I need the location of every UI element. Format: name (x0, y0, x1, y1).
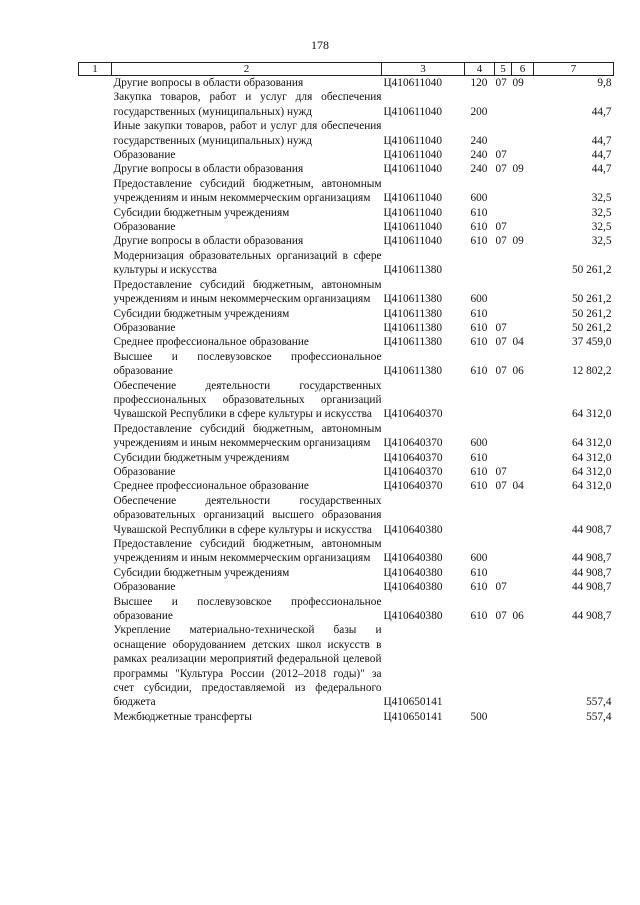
item-name-cell: Субсидии бюджетным учреждениям (113, 451, 290, 464)
target-code-cell: Ц410640380 (383, 523, 443, 536)
column-header-7: 7 (534, 63, 614, 76)
target-code-cell: Ц410611040 (383, 235, 443, 248)
row-number-cell (79, 465, 112, 479)
table-row (79, 177, 614, 206)
amount-cell: 44,7 (591, 149, 612, 162)
subsection-cell: 06 (512, 365, 524, 378)
table-row (79, 162, 614, 176)
section-cell: 07 (495, 221, 507, 234)
item-name-cell: Предоставление субсидий бюджетным, автономным учреждениям и иным некоммерческим организациям (113, 278, 382, 306)
table-row (79, 465, 614, 479)
expense-type-cell: 610 (470, 465, 488, 478)
row-number-cell (79, 220, 112, 234)
amount-cell: 557,4 (586, 696, 612, 709)
target-code-cell: Ц410611380 (383, 336, 443, 349)
table-row (79, 307, 614, 321)
section-cell (495, 710, 512, 724)
item-name-cell: Субсидии бюджетным учреждениям (113, 307, 290, 320)
target-code-cell: Ц410611380 (383, 293, 443, 306)
amount-cell: 50 261,2 (571, 293, 612, 306)
subsection-cell: 06 (512, 610, 524, 623)
expense-type-cell (465, 623, 495, 709)
section-cell (495, 566, 512, 580)
amount-cell: 12 802,2 (571, 365, 612, 378)
item-name-cell: Субсидии бюджетным учреждениям (113, 206, 290, 219)
row-number-cell (79, 494, 112, 537)
row-number-cell (79, 710, 112, 724)
subsection-cell: 09 (512, 77, 524, 89)
target-code-cell: Ц410650141 (383, 696, 443, 709)
table-row (79, 350, 614, 379)
expense-type-cell: 240 (470, 149, 488, 162)
row-number-cell (79, 119, 112, 148)
table-row (79, 566, 614, 580)
table-row (79, 249, 614, 278)
table-row (79, 278, 614, 307)
item-name-cell: Образование (113, 581, 176, 594)
section-cell: 07 (495, 610, 507, 623)
amount-cell: 32,5 (591, 221, 612, 234)
subsection-cell: 09 (512, 163, 524, 176)
subsection-cell (512, 249, 534, 278)
subsection-cell (512, 379, 534, 422)
subsection-cell (512, 177, 534, 206)
subsection-cell (512, 710, 534, 724)
section-cell: 07 (495, 465, 507, 478)
row-number-cell (79, 90, 112, 119)
row-number-cell (79, 206, 112, 220)
subsection-cell: 09 (512, 235, 524, 248)
expense-type-cell: 610 (470, 307, 488, 320)
expense-type-cell (465, 249, 495, 278)
amount-cell: 50 261,2 (571, 264, 612, 277)
row-number-cell (79, 566, 112, 580)
item-name-cell: Среднее профессиональное образование (113, 480, 309, 493)
section-cell: 07 (495, 321, 507, 334)
item-name-cell: Обеспечение деятельности государственных профессиональных образовательных организаций Чувашской Республики в сфере культуры и искусства (113, 379, 382, 421)
item-name-cell: Обеспечение деятельности государственных образовательных организаций высшего образования Чувашской Республики в сфере культуры и искусства (113, 494, 382, 536)
amount-cell: 44,7 (591, 163, 612, 176)
section-cell (495, 537, 512, 566)
expense-type-cell: 240 (470, 163, 488, 176)
row-number-cell (79, 249, 112, 278)
column-header-2: 2 (112, 63, 382, 76)
subsection-cell (512, 451, 534, 465)
target-code-cell: Ц410611380 (383, 307, 443, 320)
row-number-cell (79, 537, 112, 566)
table-row (79, 623, 614, 709)
item-name-cell: Другие вопросы в области образования (113, 77, 304, 89)
target-code-cell: Ц410640370 (383, 408, 443, 421)
section-cell: 07 (495, 149, 507, 162)
expense-type-cell: 610 (470, 221, 488, 234)
column-header-4: 4 (465, 63, 495, 76)
amount-cell: 44 908,7 (571, 552, 612, 565)
table-row (79, 335, 614, 349)
expense-type-cell: 600 (470, 552, 488, 565)
row-number-cell (79, 278, 112, 307)
column-header-6: 6 (512, 63, 534, 76)
item-name-cell: Межбюджетные трансферты (113, 710, 252, 723)
section-cell (495, 278, 512, 307)
item-name-cell: Образование (113, 465, 176, 478)
table-row (79, 580, 614, 594)
amount-cell: 64 312,0 (571, 437, 612, 450)
column-header-5: 5 (495, 63, 512, 76)
amount-cell: 32,5 (591, 206, 612, 219)
target-code-cell: Ц410640380 (383, 581, 443, 594)
section-cell (495, 623, 512, 709)
section-cell: 07 (495, 163, 507, 176)
amount-cell: 44,7 (591, 134, 612, 147)
subsection-cell (512, 278, 534, 307)
target-code-cell: Ц410640380 (383, 552, 443, 565)
target-code-cell: Ц410611040 (383, 221, 443, 234)
section-cell: 07 (495, 480, 507, 493)
row-number-cell (79, 76, 112, 91)
table-row (79, 451, 614, 465)
section-cell (495, 206, 512, 220)
expense-type-cell: 610 (470, 365, 488, 378)
target-code-cell: Ц410611380 (383, 365, 443, 378)
target-code-cell: Ц410640370 (383, 437, 443, 450)
target-code-cell: Ц410611380 (383, 264, 443, 277)
subsection-cell (512, 623, 534, 709)
row-number-cell (79, 623, 112, 709)
item-name-cell: Модернизация образовательных организаций в сфере культуры и искусства (113, 249, 382, 277)
row-number-cell (79, 234, 112, 248)
expense-type-cell: 610 (470, 451, 488, 464)
table-row (79, 379, 614, 422)
amount-cell: 64 312,0 (571, 451, 612, 464)
section-cell: 07 (495, 77, 507, 89)
table-row (79, 595, 614, 624)
expense-type-cell: 610 (470, 581, 488, 594)
subsection-cell (512, 148, 534, 162)
item-name-cell: Субсидии бюджетным учреждениям (113, 566, 290, 579)
subsection-cell (512, 537, 534, 566)
subsection-cell (512, 465, 534, 479)
expense-type-cell: 600 (470, 192, 488, 205)
column-header-3: 3 (382, 63, 465, 76)
row-number-cell (79, 479, 112, 493)
amount-cell: 44 908,7 (571, 566, 612, 579)
row-number-cell (79, 335, 112, 349)
item-name-cell: Иные закупки товаров, работ и услуг для обеспечения государственных (муниципальных) нужд (113, 120, 382, 147)
target-code-cell: Ц410611040 (383, 163, 443, 176)
amount-cell: 44 908,7 (571, 581, 612, 594)
item-name-cell: Закупка товаров, работ и услуг для обеспечения государственных (муниципальных) нужд (113, 91, 382, 118)
subsection-cell (512, 580, 534, 594)
row-number-cell (79, 422, 112, 451)
table-row (79, 119, 614, 148)
table-row (79, 220, 614, 234)
target-code-cell: Ц410611040 (383, 134, 443, 147)
subsection-cell (512, 119, 534, 148)
target-code-cell: Ц410611380 (383, 321, 443, 334)
section-cell (495, 177, 512, 206)
table-row (79, 537, 614, 566)
expense-type-cell: 610 (470, 610, 488, 623)
amount-cell: 32,5 (591, 235, 612, 248)
target-code-cell: Ц410640370 (383, 480, 443, 493)
subsection-cell (512, 206, 534, 220)
row-number-cell (79, 162, 112, 176)
expense-type-cell (465, 379, 495, 422)
subsection-cell (512, 220, 534, 234)
amount-cell: 557,4 (586, 710, 612, 723)
row-number-cell (79, 350, 112, 379)
amount-cell: 44,7 (591, 105, 612, 118)
subsection-cell (512, 321, 534, 335)
item-name-cell: Предоставление субсидий бюджетным, автономным учреждениям и иным некоммерческим организациям (113, 177, 382, 205)
amount-cell: 50 261,2 (571, 307, 612, 320)
target-code-cell: Ц410640380 (383, 610, 443, 623)
section-cell (495, 379, 512, 422)
target-code-cell: Ц410650141 (383, 710, 443, 723)
item-name-cell: Предоставление субсидий бюджетным, автономным учреждениям и иным некоммерческим организациям (113, 538, 382, 565)
expense-type-cell: 610 (470, 206, 488, 219)
table-row (79, 234, 614, 248)
section-cell: 07 (495, 235, 507, 248)
subsection-cell (512, 422, 534, 451)
amount-cell: 64 312,0 (571, 465, 612, 478)
item-name-cell: Другие вопросы в области образования (113, 235, 304, 248)
target-code-cell: Ц410611040 (383, 149, 443, 162)
subsection-cell (512, 494, 534, 537)
expense-type-cell: 200 (470, 105, 488, 118)
subsection-cell: 04 (512, 480, 524, 493)
table-row (79, 76, 614, 91)
row-number-cell (79, 595, 112, 624)
table-row (79, 148, 614, 162)
item-name-cell: Образование (113, 149, 176, 162)
target-code-cell: Ц410640380 (383, 566, 443, 579)
expense-type-cell: 120 (470, 77, 488, 89)
section-cell (495, 249, 512, 278)
amount-cell: 50 261,2 (571, 321, 612, 334)
expense-type-cell: 240 (470, 134, 488, 147)
target-code-cell: Ц410640370 (383, 451, 443, 464)
amount-cell: 9,8 (597, 77, 612, 89)
section-cell: 07 (495, 581, 507, 594)
expense-type-cell: 610 (470, 566, 488, 579)
expense-type-cell: 610 (470, 480, 488, 493)
row-number-cell (79, 177, 112, 206)
table-row (79, 710, 614, 724)
column-header-1: 1 (79, 63, 112, 76)
table-body (79, 76, 614, 725)
item-name-cell: Укрепление материально-технической базы и оснащение оборудованием детских школ искусств в рамках реализации мероприятий федеральной целевой программы "Культура России (2012–2018 годы)" за счет субсидии, предоставляемой из федерального бюджета (113, 624, 382, 709)
amount-cell: 44 908,7 (571, 610, 612, 623)
amount-cell: 64 312,0 (571, 408, 612, 421)
amount-cell: 44 908,7 (571, 523, 612, 536)
section-cell: 07 (495, 336, 507, 349)
row-number-cell (79, 321, 112, 335)
expense-type-cell (465, 494, 495, 537)
section-cell (495, 494, 512, 537)
section-cell (495, 451, 512, 465)
target-code-cell: Ц410611040 (383, 206, 443, 219)
item-name-cell: Образование (113, 221, 176, 234)
table-row (79, 479, 614, 493)
row-number-cell (79, 451, 112, 465)
expense-type-cell: 600 (470, 437, 488, 450)
table-row (79, 90, 614, 119)
item-name-cell: Предоставление субсидий бюджетным, автономным учреждениям и иным некоммерческим организациям (113, 422, 382, 450)
table-row (79, 321, 614, 335)
table-row (79, 206, 614, 220)
item-name-cell: Высшее и послевузовское профессиональное образование (113, 350, 382, 378)
subsection-cell (512, 90, 534, 119)
table-header-row (79, 63, 614, 76)
amount-cell: 37 459,0 (571, 336, 612, 349)
expense-type-cell: 600 (470, 293, 488, 306)
section-cell (495, 307, 512, 321)
target-code-cell: Ц410611040 (383, 77, 443, 89)
table-row (79, 494, 614, 537)
section-cell (495, 119, 512, 148)
item-name-cell: Образование (113, 321, 176, 334)
expense-type-cell: 610 (470, 336, 488, 349)
subsection-cell (512, 307, 534, 321)
expense-type-cell: 610 (470, 321, 488, 334)
target-code-cell: Ц410611040 (383, 105, 443, 118)
amount-cell: 64 312,0 (571, 480, 612, 493)
expense-type-cell: 610 (470, 235, 488, 248)
row-number-cell (79, 148, 112, 162)
section-cell (495, 90, 512, 119)
section-cell (495, 422, 512, 451)
page-number: 178 (311, 38, 329, 52)
amount-cell: 32,5 (591, 192, 612, 205)
subsection-cell (512, 566, 534, 580)
subsection-cell: 04 (512, 336, 524, 349)
expense-type-cell: 500 (470, 710, 488, 723)
target-code-cell: Ц410640370 (383, 465, 443, 478)
item-name-cell: Другие вопросы в области образования (113, 163, 304, 176)
row-number-cell (79, 307, 112, 321)
budget-table (78, 62, 614, 724)
target-code-cell: Ц410611040 (383, 192, 443, 205)
item-name-cell: Среднее профессиональное образование (113, 336, 309, 349)
row-number-cell (79, 379, 112, 422)
item-name-cell: Высшее и послевузовское профессиональное образование (113, 595, 382, 623)
row-number-cell (79, 580, 112, 594)
table-row (79, 422, 614, 451)
section-cell: 07 (495, 365, 507, 378)
